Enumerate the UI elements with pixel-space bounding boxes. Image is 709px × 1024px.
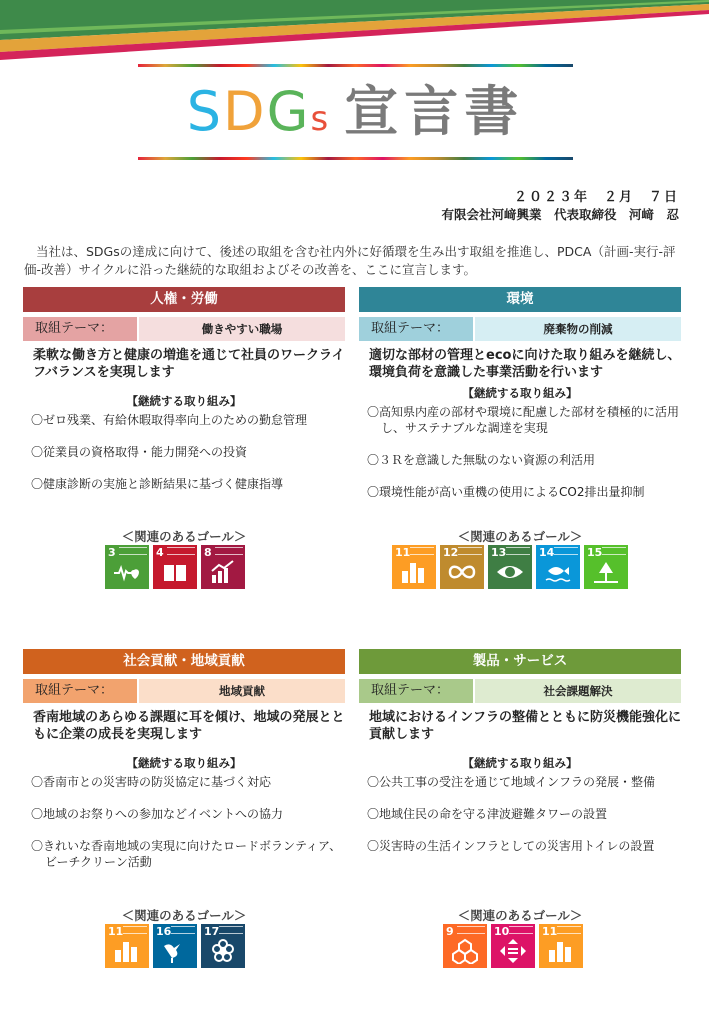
sdg-17-icon: 17 (201, 924, 245, 968)
continuing-heading: 【継続する取り組み】 (462, 756, 578, 770)
theme-label: 取組テーマ： (23, 317, 137, 341)
sdg-icons-panel-2 (392, 545, 628, 589)
list-item: 〇環境性能が高い重機の使用によるCO2排出量抑制 (367, 485, 645, 499)
declaration-date: ２０２３年 ２月 ７日 (513, 190, 679, 205)
sdg-4-icon: 4 (153, 545, 197, 589)
title-bottom-line (138, 157, 573, 160)
panel-goal: 適切な部材の管理とecoに向けた取り組みを継続し、環境負荷を意識した事業活動を行います (369, 348, 681, 380)
signer: 有限会社河﨑興業 代表取締役 河﨑 忍 (441, 207, 679, 222)
list-item: 〇健康診断の実施と診断結果に基づく健康指導 (31, 477, 284, 491)
panel-human-rights-labor (23, 287, 345, 508)
sdg-13-icon: 13 (488, 545, 532, 589)
title-letter-d: D (223, 80, 267, 143)
list-item: 〇地域住民の命を守る津波避難タワーの設置 (367, 807, 608, 821)
list-item: 〇地域のお祭りへの参加などイベントへの協力 (31, 807, 284, 821)
sdg-11-icon: 11 (105, 924, 149, 968)
continuing-heading: 【継続する取り組み】 (126, 756, 242, 770)
sdg-15-icon: 15 (584, 545, 628, 589)
list-item: 〇公共工事の受注を通じて地域インフラの発展・整備 (367, 775, 656, 789)
title-block (138, 64, 573, 160)
title-letter-g: G (266, 80, 311, 143)
theme-label: 取組テーマ： (359, 317, 473, 341)
list-item: 〇従業員の資格取得・能力開発への投資 (31, 445, 248, 459)
title-kanji: 宣言書 (344, 80, 525, 143)
list-item: 〇高知県内産の部材や環境に配慮した部材を積極的に活用し、サステナブルな調達を実現 (367, 405, 680, 435)
panel-goal: 地域におけるインフラの整備とともに防災機能強化に貢献します (369, 710, 682, 742)
sdg-icons-panel-3 (105, 924, 245, 968)
panel-environment (359, 287, 681, 516)
theme-label: 取組テーマ： (359, 679, 473, 703)
theme-value: 廃棄物の削減 (475, 317, 681, 341)
continuing-heading: 【継続する取り組み】 (126, 394, 242, 408)
title-letter-s: S (186, 80, 224, 143)
sdg-8-icon: 8 (201, 545, 245, 589)
theme-label: 取組テーマ： (23, 679, 137, 703)
panel-goal: 柔軟な働き方と健康の増進を通じて社員のワークライフバランスを実現します (33, 348, 345, 380)
initiative-list (359, 404, 681, 500)
panel-goal: 香南地域のあらゆる課題に耳を傾け、地域の発展とともに企業の成長を実現します (33, 710, 345, 742)
page-title (138, 72, 573, 159)
related-goals-heading: ＜関連のあるゴール＞ (121, 908, 247, 923)
intro-text: 当社は、SDGsの達成に向けて、後述の取組を含む社内外に好循環を生み出す取組を推進し、PDCA（計画-実行-評価-改善）サイクルに沿った継続的な取組およびその改善を、ここに宣言します。 (24, 244, 676, 277)
sdg-icons-panel-4 (443, 924, 583, 968)
related-goals-heading: ＜関連のあるゴール＞ (457, 908, 583, 923)
related-goals-heading: ＜関連のあるゴール＞ (121, 529, 247, 544)
sdg-9-icon: 9 (443, 924, 487, 968)
theme-row (359, 679, 681, 703)
theme-value: 社会課題解決 (475, 679, 681, 703)
sdg-16-icon: 16 (153, 924, 197, 968)
initiative-list (23, 774, 345, 870)
theme-row (23, 317, 345, 341)
sdg-3-icon: 3 (105, 545, 149, 589)
sdg-10-icon: 10 (491, 924, 535, 968)
theme-value: 働きやすい職場 (139, 317, 345, 341)
list-item: 〇きれいな香南地域の実現に向けたロードボランティア、ビーチクリーン活動 (31, 839, 342, 869)
initiative-list (359, 774, 681, 854)
list-item: 〇災害時の生活インフラとしての災害用トイレの設置 (367, 839, 655, 853)
panel-products-services (359, 649, 681, 870)
title-top-line (138, 64, 573, 67)
title-letter-s-small: s (310, 99, 331, 139)
list-item: 〇３Ｒを意識した無駄のない資源の利活用 (367, 453, 596, 467)
sdg-14-icon: 14 (536, 545, 580, 589)
panel-header: 製品・サービス (359, 649, 681, 674)
continuing-heading: 【継続する取り組み】 (462, 386, 578, 400)
sdg-icons-panel-1 (105, 545, 245, 589)
panel-header: 環境 (359, 287, 681, 312)
initiative-list (23, 412, 345, 492)
sdg-11-icon: 11 (539, 924, 583, 968)
sdg-11-icon: 11 (392, 545, 436, 589)
theme-row (359, 317, 681, 341)
list-item: 〇香南市との災害時の防災協定に基づく対応 (31, 775, 272, 789)
list-item: 〇ゼロ残業、有給休暇取得率向上のための勤怠管理 (31, 413, 308, 427)
sdg-12-icon: 12 (440, 545, 484, 589)
related-goals-heading: ＜関連のあるゴール＞ (457, 529, 583, 544)
panel-header: 社会貢献・地域貢献 (23, 649, 345, 674)
theme-value: 地域貢献 (139, 679, 345, 703)
top-banner (0, 0, 709, 60)
panel-social-community (23, 649, 345, 886)
panel-header: 人権・労働 (23, 287, 345, 312)
theme-row (23, 679, 345, 703)
